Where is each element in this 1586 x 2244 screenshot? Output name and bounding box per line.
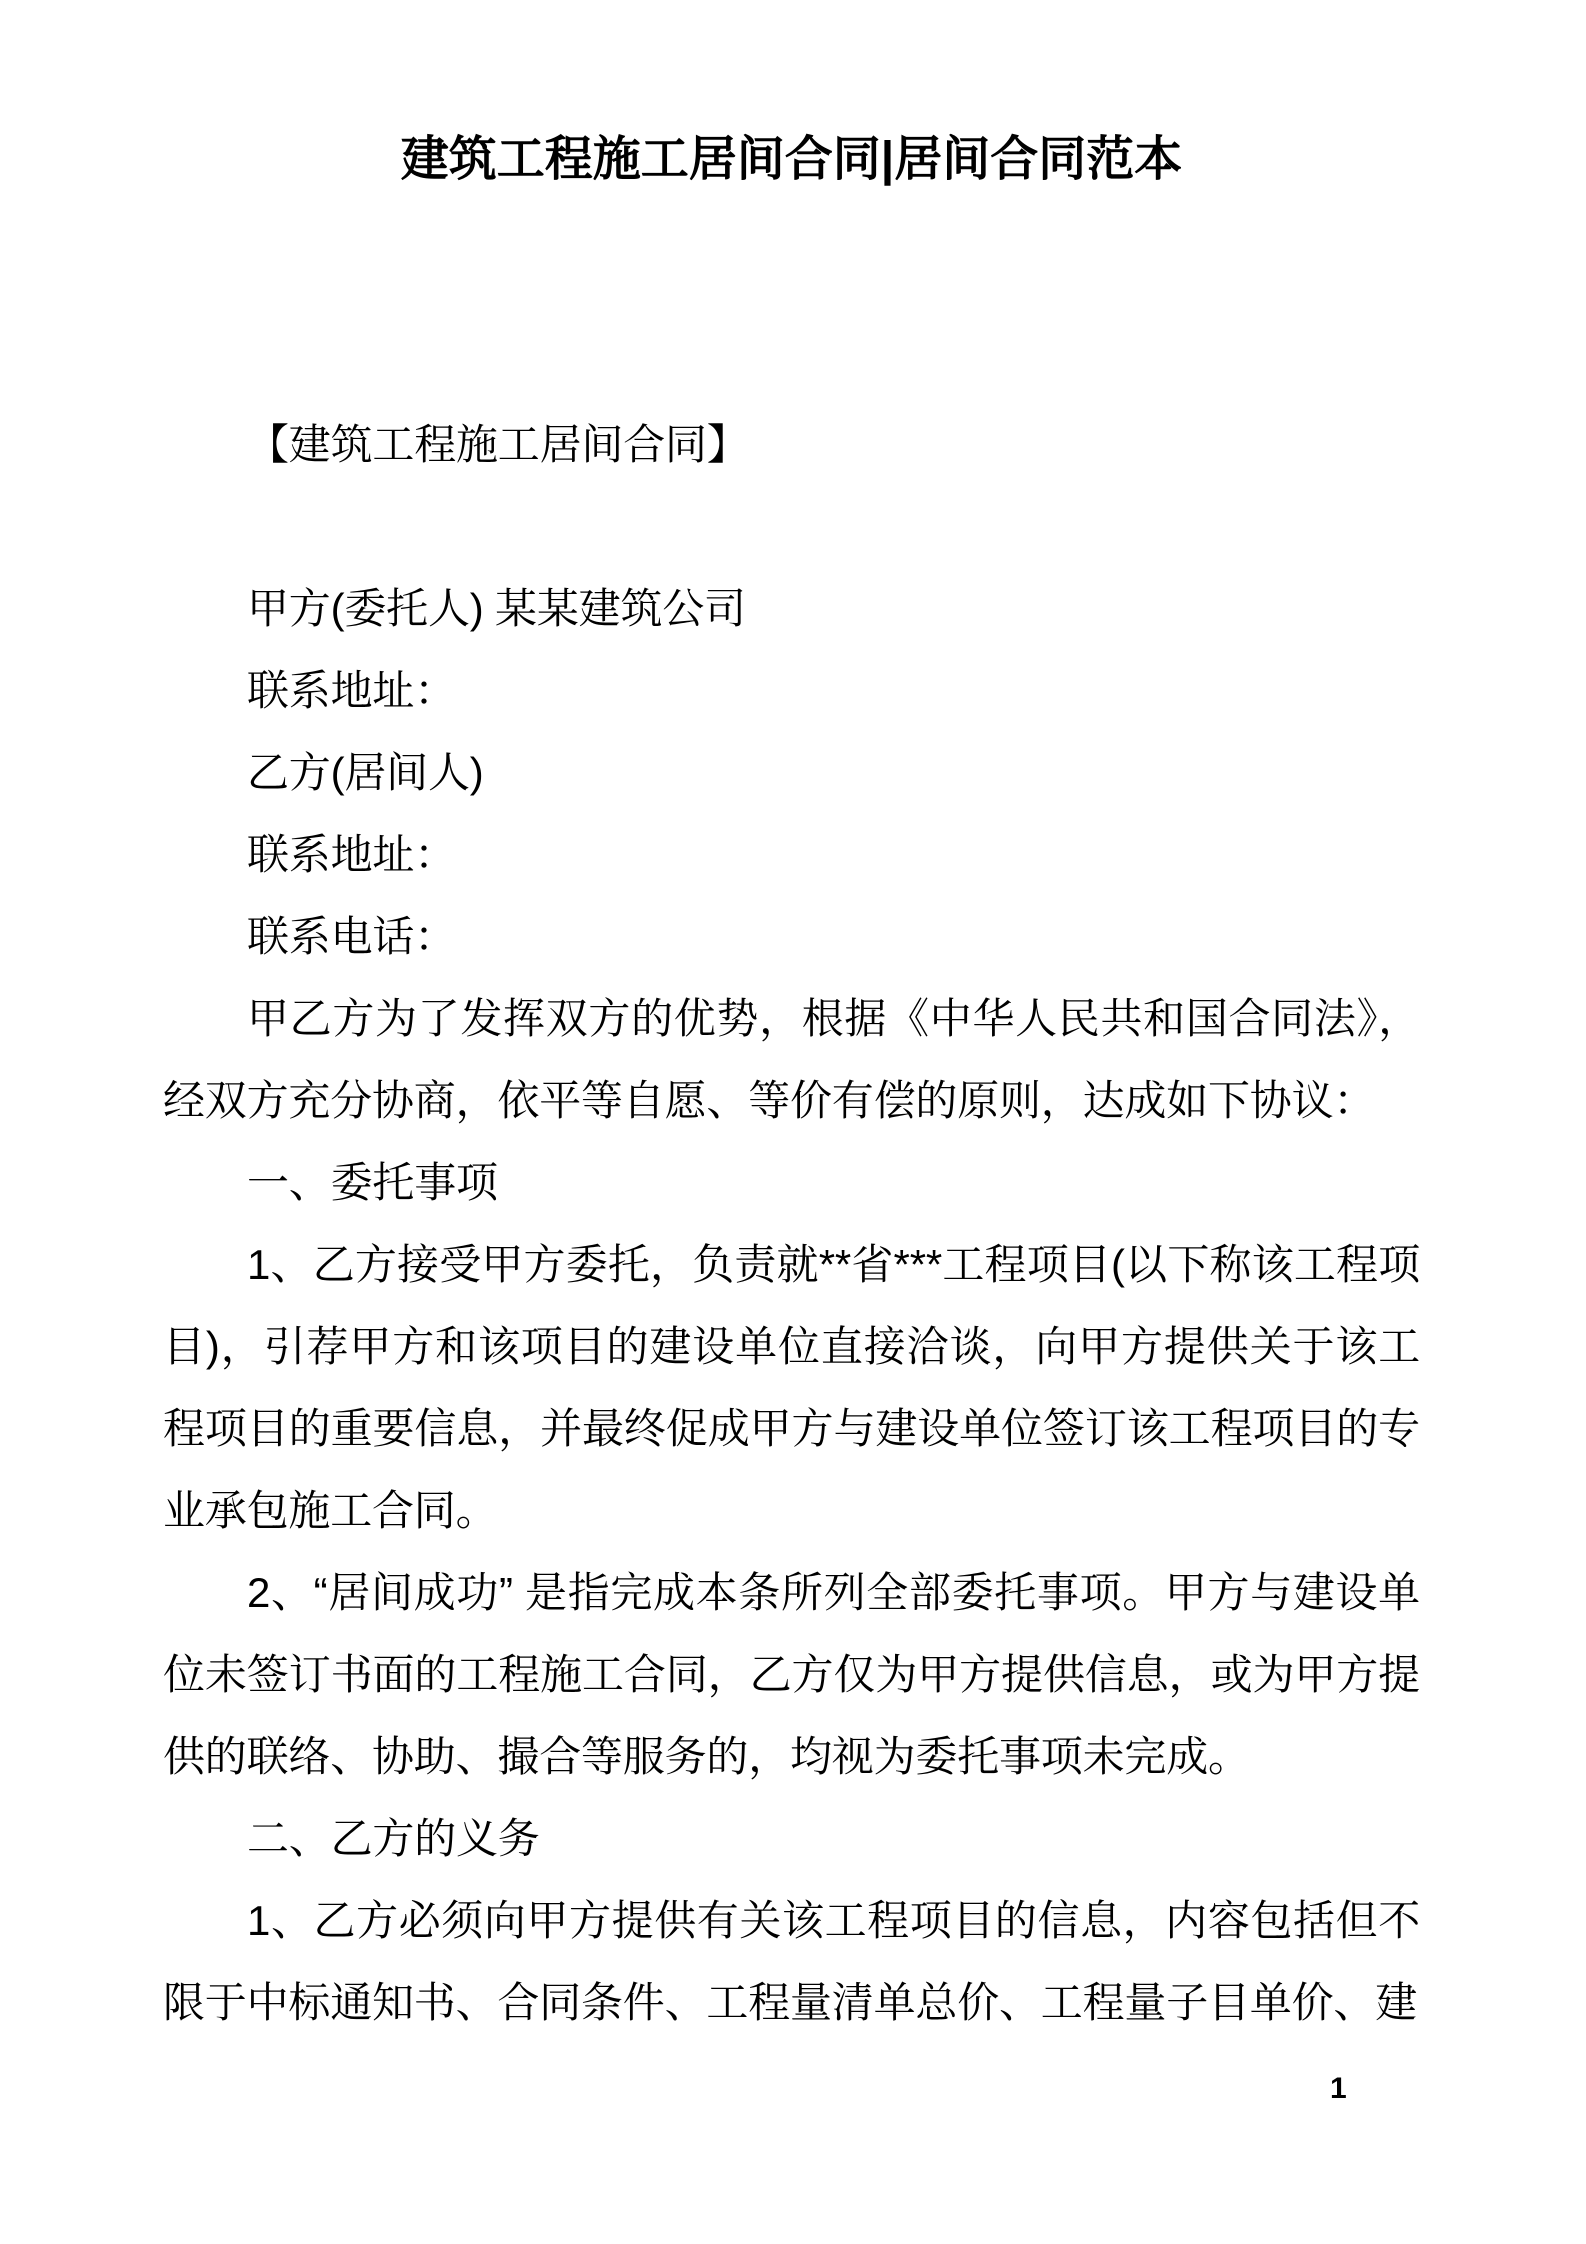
contract-subtitle: 【建筑工程施工居间合同】 bbox=[247, 421, 749, 468]
section-2-heading: 二、乙方的义务 bbox=[247, 1815, 540, 1862]
party-b-phone-line: 联系电话： bbox=[247, 913, 457, 960]
clause-2-1-paragraph: 1、乙方必须向甲方提供有关该工程项目的信息，内容包括但不限于中标通知书、合同条件、工程量清单总价、工程量子目单价、建 bbox=[163, 1897, 1420, 2026]
preamble-paragraph: 甲乙方为了发挥双方的优势，根据《中华人民共和国合同法》，经双方充分协商，依平等自愿、等价有偿的原则，达成如下协议： bbox=[163, 995, 1420, 1124]
party-b-line: 乙方(居间人) bbox=[247, 749, 484, 796]
page-number: 1 bbox=[1330, 2072, 1347, 2105]
clause-1-1-paragraph: 1、乙方接受甲方委托，负责就**省***工程项目(以下称该工程项目)，引荐甲方和该项目的建设单位直接洽谈，向甲方提供关于该工程项目的重要信息，并最终促成甲方与建设单位签订该工程项目的专业承包施工合同。 bbox=[163, 1241, 1420, 1534]
party-a-line: 甲方(委托人) 某某建筑公司 bbox=[247, 585, 746, 632]
party-a-address-line: 联系地址： bbox=[247, 667, 457, 714]
document-title: 建筑工程施工居间合同|居间合同范本 bbox=[400, 133, 1183, 186]
party-b-address-line: 联系地址： bbox=[247, 831, 457, 878]
section-1-heading: 一、委托事项 bbox=[247, 1159, 498, 1206]
clause-1-2-paragraph: 2、“居间成功” 是指完成本条所列全部委托事项。甲方与建设单位未签订书面的工程施工合同，乙方仅为甲方提供信息，或为甲方提供的联络、协助、撮合等服务的，均视为委托事项未完成。 bbox=[163, 1569, 1420, 1780]
